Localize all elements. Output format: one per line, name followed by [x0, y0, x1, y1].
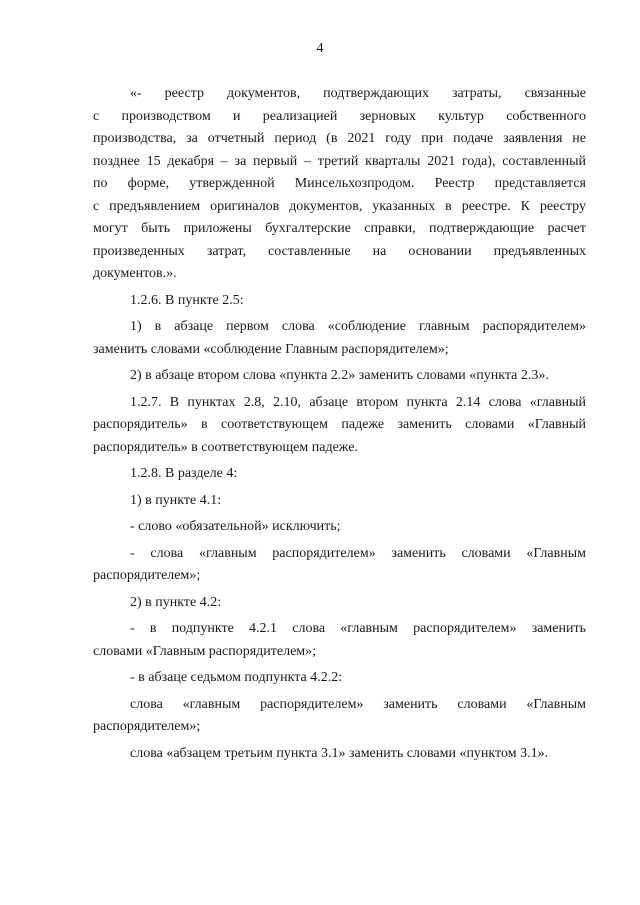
paragraph-line: 1) в абзаце первом слова «соблюдение главным распорядителем»	[130, 319, 586, 334]
paragraph-line: документов.».	[93, 266, 177, 281]
paragraph-line: - в подпункте 4.2.1 слова «главным распорядителем» заменить	[130, 621, 586, 636]
paragraph-line: - слова «главным распорядителем» заменить словами «Главным	[130, 545, 586, 561]
paragraph-line: слова «главным распорядителем» заменить словами «Главным	[130, 696, 586, 712]
paragraph: - слово «обязательной» исключить;	[130, 519, 341, 534]
page-number: 4	[316, 41, 324, 56]
paragraph: 2) в пункте 4.2:	[130, 594, 222, 610]
paragraph-line: с производством и реализацией зерновых культур собственного	[93, 108, 586, 124]
paragraph-line: позднее 15 декабря – за первый – третий кварталы 2021 года), составленный	[93, 153, 586, 169]
paragraph-line: распорядителем»;	[93, 568, 201, 583]
paragraph-line: производства, за отчетный период (в 2021 году при подаче заявления не	[93, 131, 586, 146]
paragraph-line: распорядитель» в соответствующем падеже.	[93, 439, 358, 455]
document-body	[93, 83, 586, 765]
paragraph-line: словами «Главным распорядителем»;	[93, 643, 317, 659]
paragraph-line: «- реестр документов, подтверждающих затраты, связанные	[130, 86, 586, 101]
paragraph: слова «абзацем третьим пункта 3.1» заменить словами «пунктом 3.1».	[130, 745, 549, 761]
section-heading: 1.2.8. В разделе 4:	[130, 466, 238, 481]
paragraph: - в абзаце седьмом подпункта 4.2.2:	[130, 670, 343, 685]
paragraph-line: 1.2.7. В пунктах 2.8, 2.10, абзаце втором пункта 2.14 слова «главный	[130, 394, 586, 410]
paragraph-line: заменить словами «соблюдение Главным распорядителем»;	[93, 341, 449, 357]
paragraph-line: распорядителем»;	[93, 719, 201, 734]
section-heading: 1.2.6. В пункте 2.5:	[130, 292, 244, 308]
paragraph-line: с предъявлением оригиналов документов, указанных в реестре. К реестру	[93, 198, 586, 214]
paragraph: 1) в пункте 4.1:	[130, 492, 222, 508]
paragraph-line: могут быть приложены бухгалтерские справки, подтверждающие расчет	[93, 221, 586, 236]
paragraph-line: распорядитель» в соответствующем падеже заменить словами «Главный	[93, 417, 586, 432]
paragraph-line: произведенных затрат, составленные на основании предъявленных	[93, 243, 586, 259]
paragraph-line: по форме, утвержденной Минсельхозпродом. Реестр представляется	[93, 176, 586, 191]
paragraph: 2) в абзаце втором слова «пункта 2.2» заменить словами «пункта 2.3».	[130, 368, 549, 383]
